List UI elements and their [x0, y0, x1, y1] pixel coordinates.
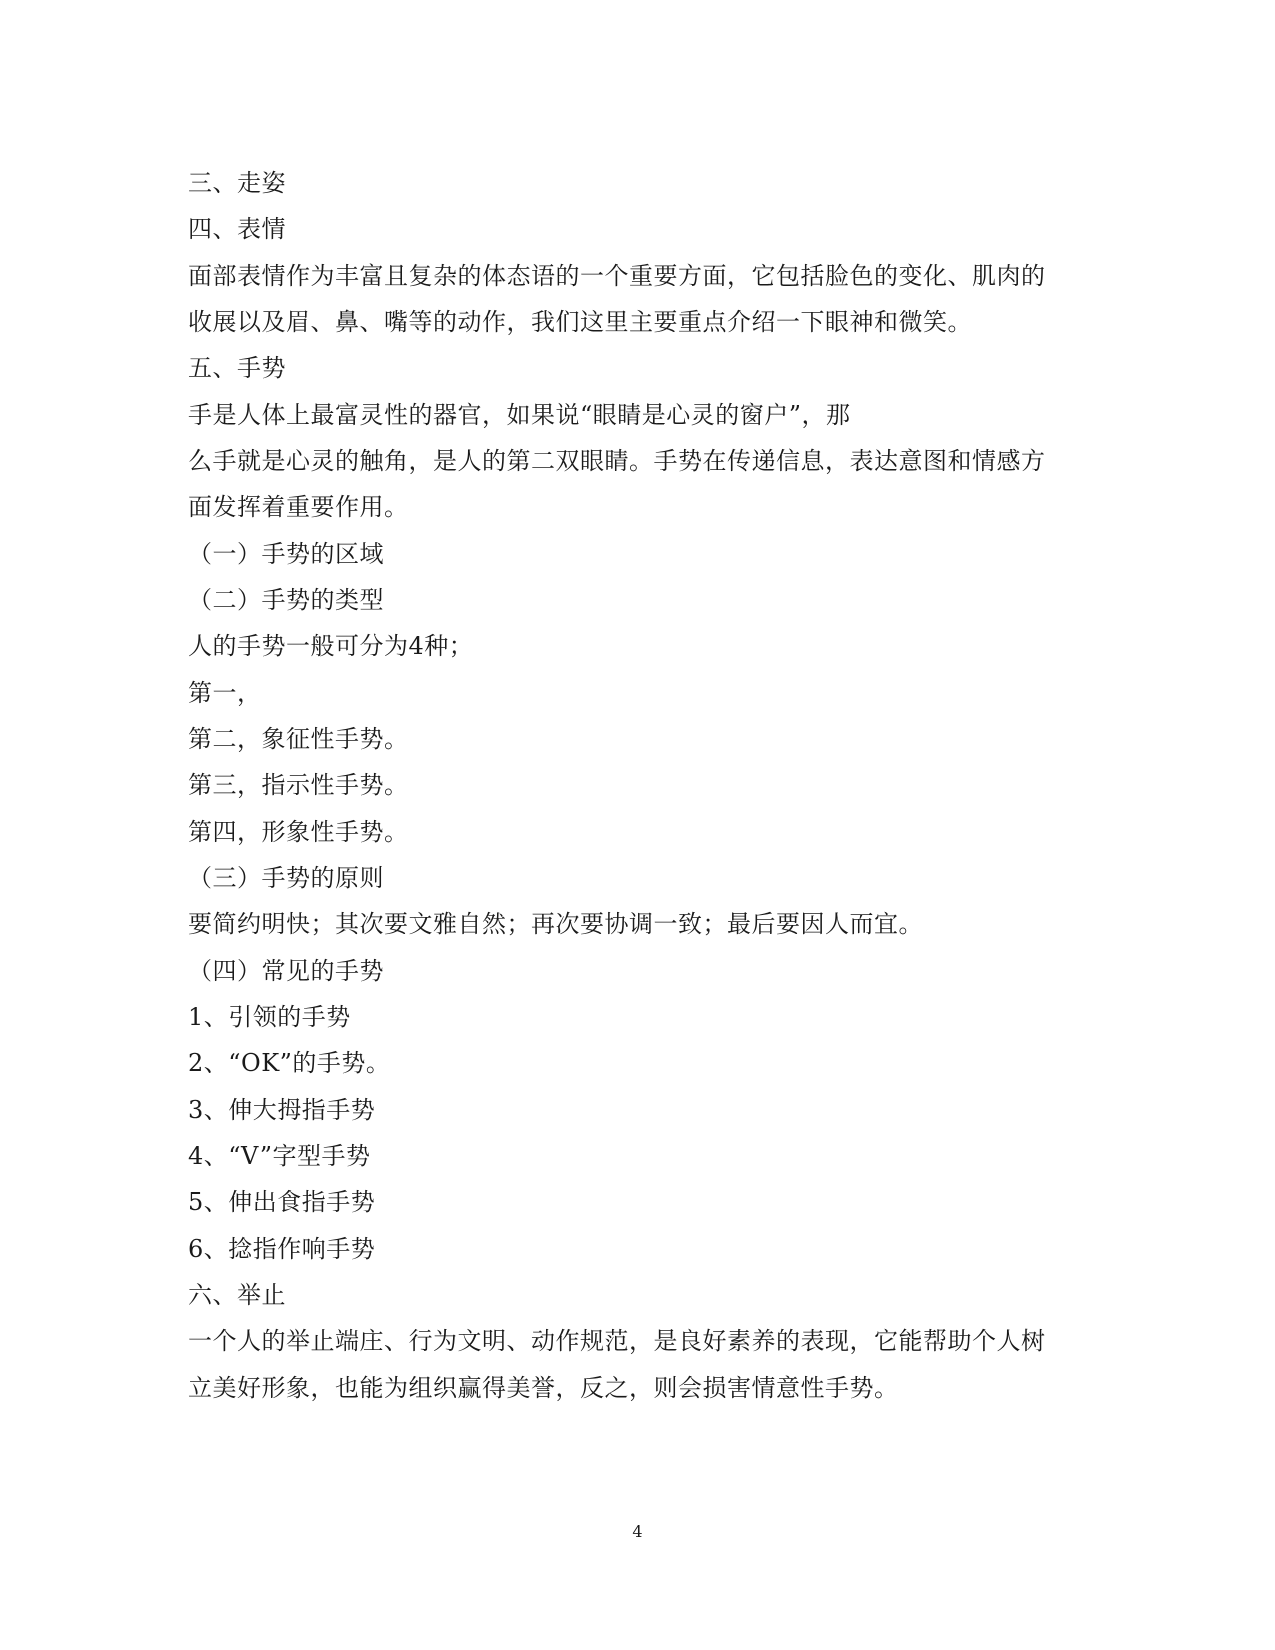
paragraph-line: 立美好形象，也能为组织赢得美誉，反之，则会损害情意性手势。 — [188, 1374, 899, 1402]
list-item: 2、“OK”的手势。 — [188, 1049, 391, 1077]
list-item: 4、“V”字型手势 — [188, 1142, 371, 1170]
paragraph-line: 手是人体上最富灵性的器官，如果说“眼睛是心灵的窗户”，那 — [188, 401, 851, 429]
list-item: 第四，形象性手势。 — [188, 818, 409, 846]
paragraph-line: 收展以及眉、鼻、嘴等的动作，我们这里主要重点介绍一下眼神和微笑。 — [188, 308, 972, 336]
paragraph-line: 一个人的举止端庄、行为文明、动作规范，是良好素养的表现，它能帮助个人树 — [188, 1327, 1046, 1355]
list-item: 第一， — [188, 679, 262, 707]
paragraph-line: 人的手势一般可分为4种； — [188, 632, 474, 660]
paragraph-line: 么手就是心灵的触角，是人的第二双眼睛。手势在传递信息，表达意图和情感方 — [188, 447, 1046, 475]
subheading-gesture-principles: （三）手势的原则 — [188, 864, 384, 892]
list-item: 第二，象征性手势。 — [188, 725, 409, 753]
list-item: 1、引领的手势 — [188, 1003, 351, 1031]
subheading-gesture-types: （二）手势的类型 — [188, 586, 384, 614]
list-item: 第三，指示性手势。 — [188, 771, 409, 799]
list-item: 5、伸出食指手势 — [188, 1188, 376, 1216]
paragraph-line: 面部表情作为丰富且复杂的体态语的一个重要方面，它包括脸色的变化、肌肉的 — [188, 262, 1046, 290]
heading-gesture: 五、手势 — [188, 354, 286, 382]
heading-expression: 四、表情 — [188, 215, 286, 243]
paragraph-line: 面发挥着重要作用。 — [188, 493, 409, 521]
subheading-common-gestures: （四）常见的手势 — [188, 957, 384, 985]
list-item: 6、捻指作响手势 — [188, 1235, 376, 1263]
list-item: 3、伸大拇指手势 — [188, 1096, 376, 1124]
heading-manners: 六、举止 — [188, 1281, 286, 1309]
paragraph-line: 要简约明快；其次要文雅自然；再次要协调一致；最后要因人而宜。 — [188, 910, 923, 938]
heading-walking-posture: 三、走姿 — [188, 169, 286, 197]
page-number: 4 — [632, 1522, 643, 1541]
subheading-gesture-area: （一）手势的区域 — [188, 540, 384, 568]
